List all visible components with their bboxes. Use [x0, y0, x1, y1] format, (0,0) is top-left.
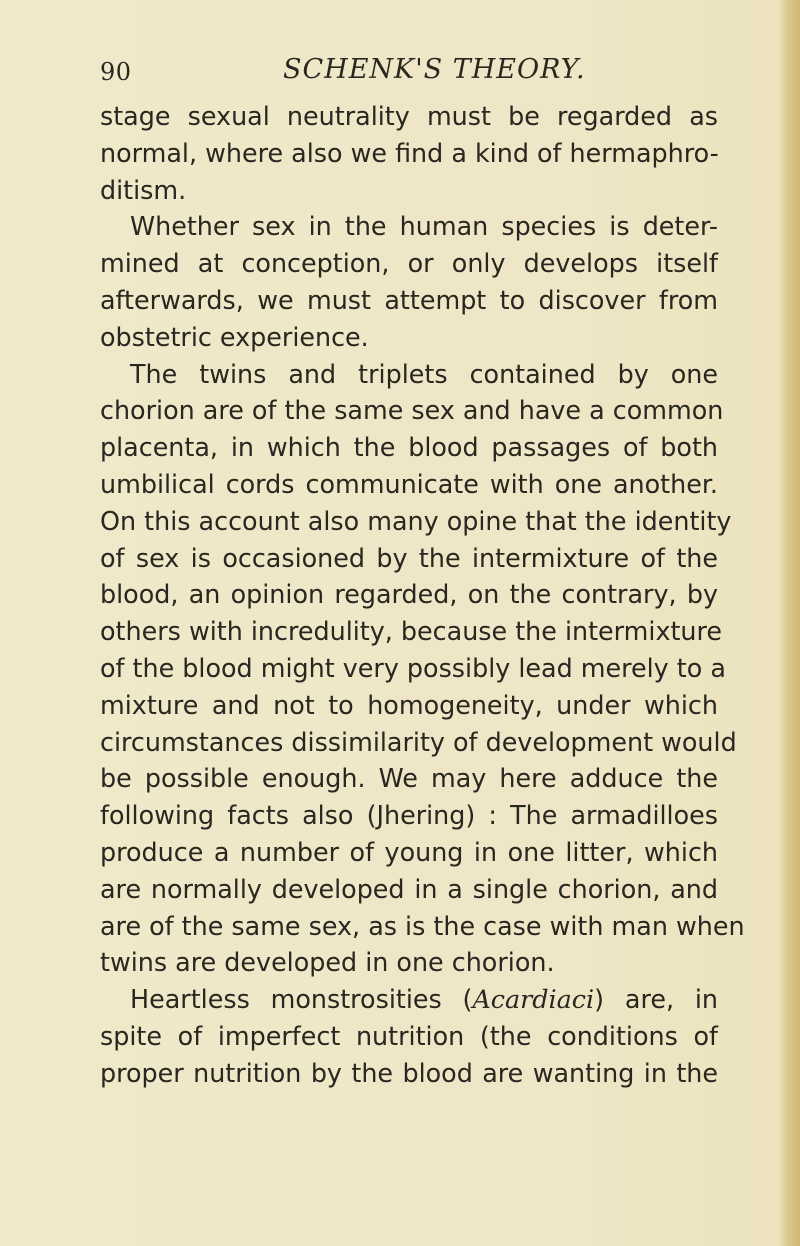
text-line: blood, an opinion regarded, on the contrary, by — [100, 579, 718, 610]
text-line: obstetric experience. — [100, 321, 369, 352]
text-line: ditism. — [100, 174, 187, 205]
page-header — [0, 50, 800, 92]
text-line: circumstances dissimilarity of development would — [100, 726, 737, 757]
text-line: following facts also (Jhering) : The armadilloes — [100, 800, 718, 831]
text-line: placenta, in which the blood passages of both — [100, 432, 718, 463]
text-line: stage sexual neutrality must be regarded as — [100, 101, 718, 131]
text-line: The twins and triplets contained by one — [130, 358, 718, 389]
text-line: are of the same sex, as is the case with man when — [100, 910, 745, 941]
text-line: mined at conception, or only develops itself — [100, 248, 718, 279]
text-segment: Heartless monstrosities ( — [130, 984, 473, 1015]
text-line: Whether sex in the human species is deter- — [130, 211, 718, 242]
text-line: be possible enough. We may here adduce the — [100, 763, 718, 794]
text-line: twins are developed in one chorion. — [100, 947, 555, 978]
text-line: spite of imperfect nutrition (the conditions of — [100, 1020, 718, 1051]
text-line: others with incredulity, because the intermixture — [100, 616, 723, 647]
text-line: produce a number of young in one litter, which — [100, 836, 718, 867]
text-line: normal, where also we find a kind of hermaphro- — [100, 137, 719, 168]
text-line: mixture and not to homogeneity, under which — [100, 689, 718, 720]
text-segment: ) are, in — [594, 984, 718, 1015]
page-number: 90 — [100, 58, 132, 86]
text-line: of sex is occasioned by the intermixture of the — [100, 542, 718, 573]
running-title: SCHENK'S THEORY. — [283, 54, 586, 85]
page-edge-shadow — [778, 0, 800, 1246]
text-line: umbilical cords communicate with one another. — [100, 468, 718, 499]
text-line: On this account also many opine that the identity — [100, 505, 732, 536]
text-line: of the blood might very possibly lead merely to a — [100, 652, 726, 683]
text-line: are normally developed in a single chorion, and — [100, 873, 718, 904]
italic-term: Acardiaci — [472, 984, 595, 1015]
text-line: proper nutrition by the blood are wanting in the — [100, 1057, 718, 1088]
text-line — [100, 981, 718, 1018]
body-text — [100, 98, 745, 1092]
text-line: afterwards, we must attempt to discover from — [100, 284, 718, 315]
text-line: chorion are of the same sex and have a common — [100, 395, 724, 426]
